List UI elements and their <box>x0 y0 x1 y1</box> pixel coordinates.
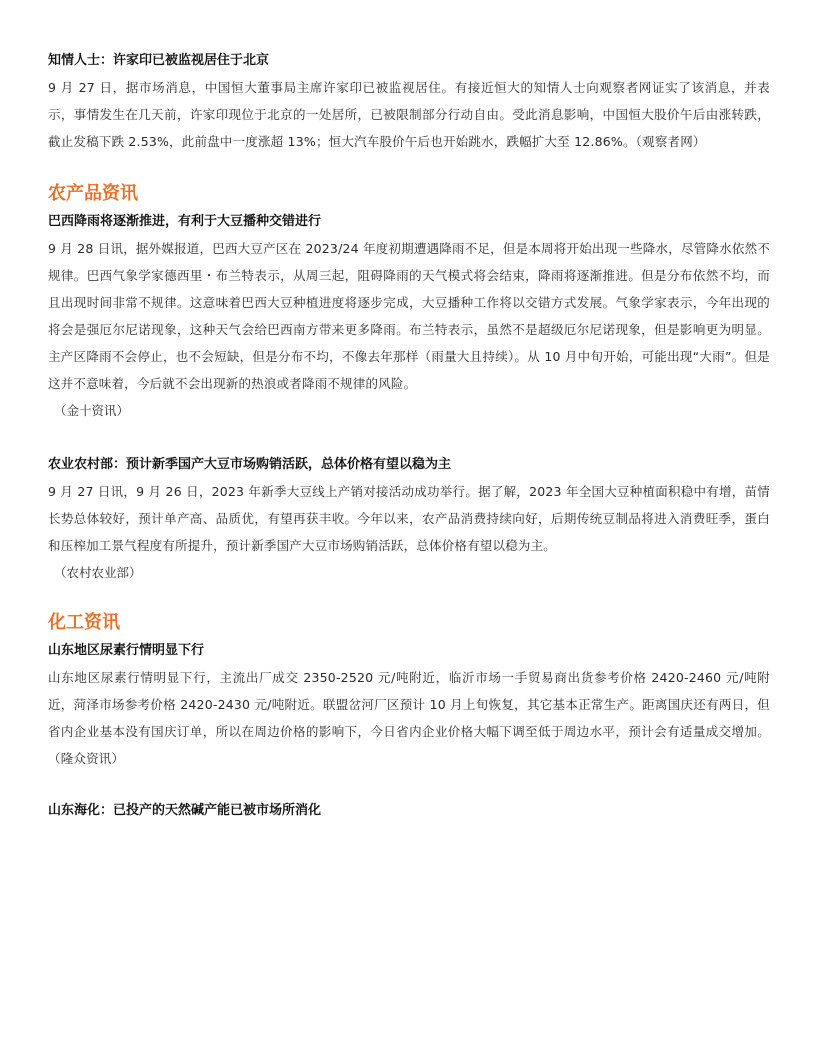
article-moa-soybean <box>48 454 770 586</box>
document-page <box>48 50 770 822</box>
article-shandong-haihua <box>48 800 770 822</box>
article-body: 9 月 27 日讯，9 月 26 日，2023 年新季大豆线上产销对接活动成功举行。据了解，2023 年全国大豆种植面积稳中有增，苗情长势总体较好，预计单产高、品质优，有望再获丰收。今年以来，农产品消费持续向好，后期传统豆制品将进入消费旺季，蛋白和压榨加工景气程度有所提升，预计新季国产大豆市场购销活跃，总体价格有望以稳为主。 <box>48 484 770 553</box>
section-heading-chemicals: 化工资讯 <box>48 612 120 633</box>
article-brazil-rain <box>48 211 770 424</box>
article-title: 巴西降雨将逐渐推进，有利于大豆播种交错进行 <box>48 214 322 229</box>
article-source: （农村农业部） <box>54 565 142 580</box>
article-body: 9 月 28 日讯，据外媒报道，巴西大豆产区在 2023/24 年度初期遭遇降雨不足，但是本周将开始出现一些降水，尽管降水依然不规律。巴西气象学家德西里・布兰特表示，从周三起，阻碍降雨的天气模式将会结束，降雨将逐渐推进。但是分布依然不均，而且出现时间非常不规律。这意味着巴西大豆种植进度将逐步完成，大豆播种工作将以交错方式发展。气象学家表示，今年出现的将会是强厄尔尼诺现象，这种天气会给巴西南方带来更多降雨。布兰特表示，虽然不是超级厄尔尼诺现象，但是影响更为明显。主产区降雨不会停止，也不会短缺，但是分布不均，不像去年那样（雨量大且持续）。从 10 月中旬开始，可能出现“大雨”。但是这并不意味着，今后就不会出现新的热浪或者降雨不规律的风险。 <box>48 241 770 391</box>
article-title: 山东海化：已投产的天然碱产能已被市场所消化 <box>48 803 322 818</box>
article-body: 9 月 27 日，据市场消息，中国恒大董事局主席许家印已被监视居住。有接近恒大的知情人士向观察者网证实了该消息，并表示，事情发生在几天前，许家印现位于北京的一处居所，已被限制部分行动自由。受此消息影响，中国恒大股价午后由涨转跌，截止发稿下跌 2.53%，此前盘中一度涨超 13%；恒大汽车股价午后也开始跳水，跌幅扩大至 12.86%。（观察者网） <box>48 80 770 149</box>
article-source: （金十资讯） <box>54 403 130 418</box>
article-xu-jiayin <box>48 50 770 155</box>
article-title: 知情人士：许家印已被监视居住于北京 <box>48 53 270 68</box>
section-heading-agriculture: 农产品资讯 <box>48 183 138 204</box>
article-body: 山东地区尿素行情明显下行，主流出厂成交 2350-2520 元/吨附近，临沂市场一手贸易商出货参考价格 2420-2460 元/吨附近，菏泽市场参考价格 2420-2430 元/吨附近。联盟岔河厂区预计 10 月上旬恢复，其它基本正常生产。距离国庆还有两日，但省内企业基本没有国庆订单，所以在周边价格的影响下，今日省内企业价格大幅下调至低于周边水平，预计会有适量成交增加。（隆众资讯） <box>48 670 770 766</box>
article-title: 山东地区尿素行情明显下行 <box>48 643 205 658</box>
article-title: 农业农村部：预计新季国产大豆市场购销活跃，总体价格有望以稳为主 <box>48 457 452 472</box>
article-shandong-urea <box>48 640 770 772</box>
